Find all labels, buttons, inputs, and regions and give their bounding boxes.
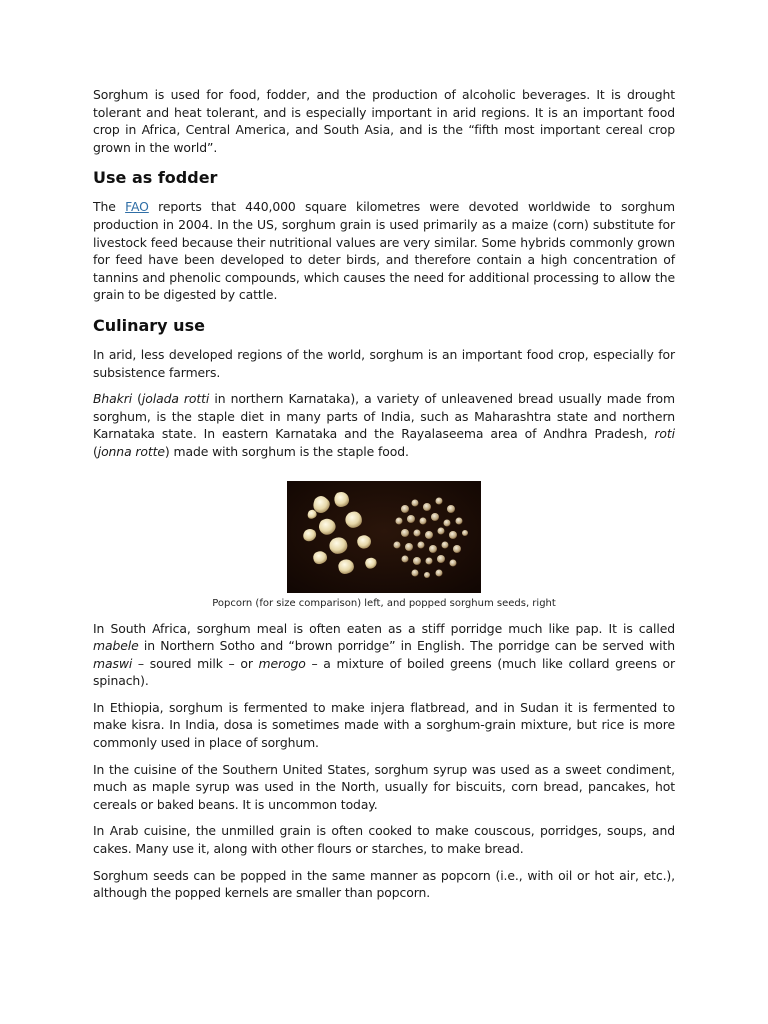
text-span: in northern Karnataka), a variety of unleavened bread usually made from sorghum, is the staple diet in many parts of India, such as Maharashtra state and northern Karnataka state. In eastern Karnataka and the Rayalaseema area of Andhra Pradesh, (93, 391, 675, 442)
term-mabele: mabele (93, 638, 139, 654)
text-span: In South Africa, sorghum meal is often eaten as a stiff porridge much like pap. It is called (93, 620, 675, 636)
figure-caption: Popcorn (for size comparison) left, and popped sorghum seeds, right (212, 597, 556, 609)
text-span: ( (93, 443, 98, 459)
text-span: – a mixture of boiled greens (much like collard greens or spinach). (93, 655, 676, 689)
fodder-text-post: reports that 440,000 square kilometres were devoted worldwide to sorghum production in 2004. In the US, sorghum grain is used primarily as a maize (corn) substitute for livestock feed because their nutritional values are very similar. Some hybrids commonly grown for feed have been developed to deter birds, and therefore contain a high concentration of tannins and phenolic compounds, which causes the need for additional processing to allow the grain to be digested by cattle. (93, 199, 675, 303)
culinary-paragraph-6: In Arab cuisine, the unmilled grain is often cooked to make couscous, porridges, soups, and cakes. Many use it, along with other flours or starches, to make bread. (93, 823, 675, 857)
culinary-paragraph-4: In Ethiopia, sorghum is fermented to make injera flatbread, and in Sudan it is fermented to make kisra. In India, dosa is sometimes made with a sorghum-grain mixture, but rice is more commonly used in place of sorghum. (93, 699, 675, 751)
culinary-paragraph-1: In arid, less developed regions of the world, sorghum is an important food crop, especially for subsistence farmers. (93, 346, 675, 380)
term-jonna-rotte: jonna rotte (97, 443, 165, 459)
term-roti: roti (654, 426, 675, 442)
fodder-text-pre: The (93, 199, 126, 215)
culinary-paragraph-5: In the cuisine of the Southern United States, sorghum syrup was used as a sweet condiment, much as maple syrup was used in the North, usually for biscuits, corn bread, pancakes, hot cereals or baked beans. It is uncommon today. (93, 761, 675, 812)
text-span: ( (132, 391, 142, 407)
culinary-paragraph-2 (93, 390, 675, 460)
heading-culinary-use: Culinary use (93, 315, 205, 335)
term-jolada-rotti: jolada rotti (141, 391, 210, 407)
heading-use-as-fodder: Use as fodder (93, 168, 218, 188)
text-span: – soured milk – or (132, 655, 259, 671)
term-maswi: maswi (93, 655, 133, 671)
fao-link[interactable]: FAO (125, 199, 149, 215)
popcorn-sorghum-photo (287, 481, 481, 593)
popcorn-figure (93, 481, 675, 610)
culinary-paragraph-7: Sorghum seeds can be popped in the same manner as popcorn (i.e., with oil or hot air, etc.), although the popped kernels are smaller than popcorn. (93, 867, 675, 901)
term-bhakri: Bhakri (93, 391, 133, 407)
culinary-paragraph-3 (93, 620, 675, 690)
text-span: ) made with sorghum is the staple food. (164, 443, 409, 459)
popcorn-illustration (287, 481, 481, 593)
fodder-paragraph (93, 198, 675, 304)
term-merogo: merogo (258, 655, 306, 671)
text-span: in Northern Sotho and “brown porridge” in English. The porridge can be served with (138, 638, 675, 654)
intro-paragraph: Sorghum is used for food, fodder, and the production of alcoholic beverages. It is drought tolerant and heat tolerant, and is especially important in arid regions. It is an important food crop in Africa, Central America, and South Asia, and is the “fifth most important cereal crop grown in the world”. (93, 87, 675, 155)
